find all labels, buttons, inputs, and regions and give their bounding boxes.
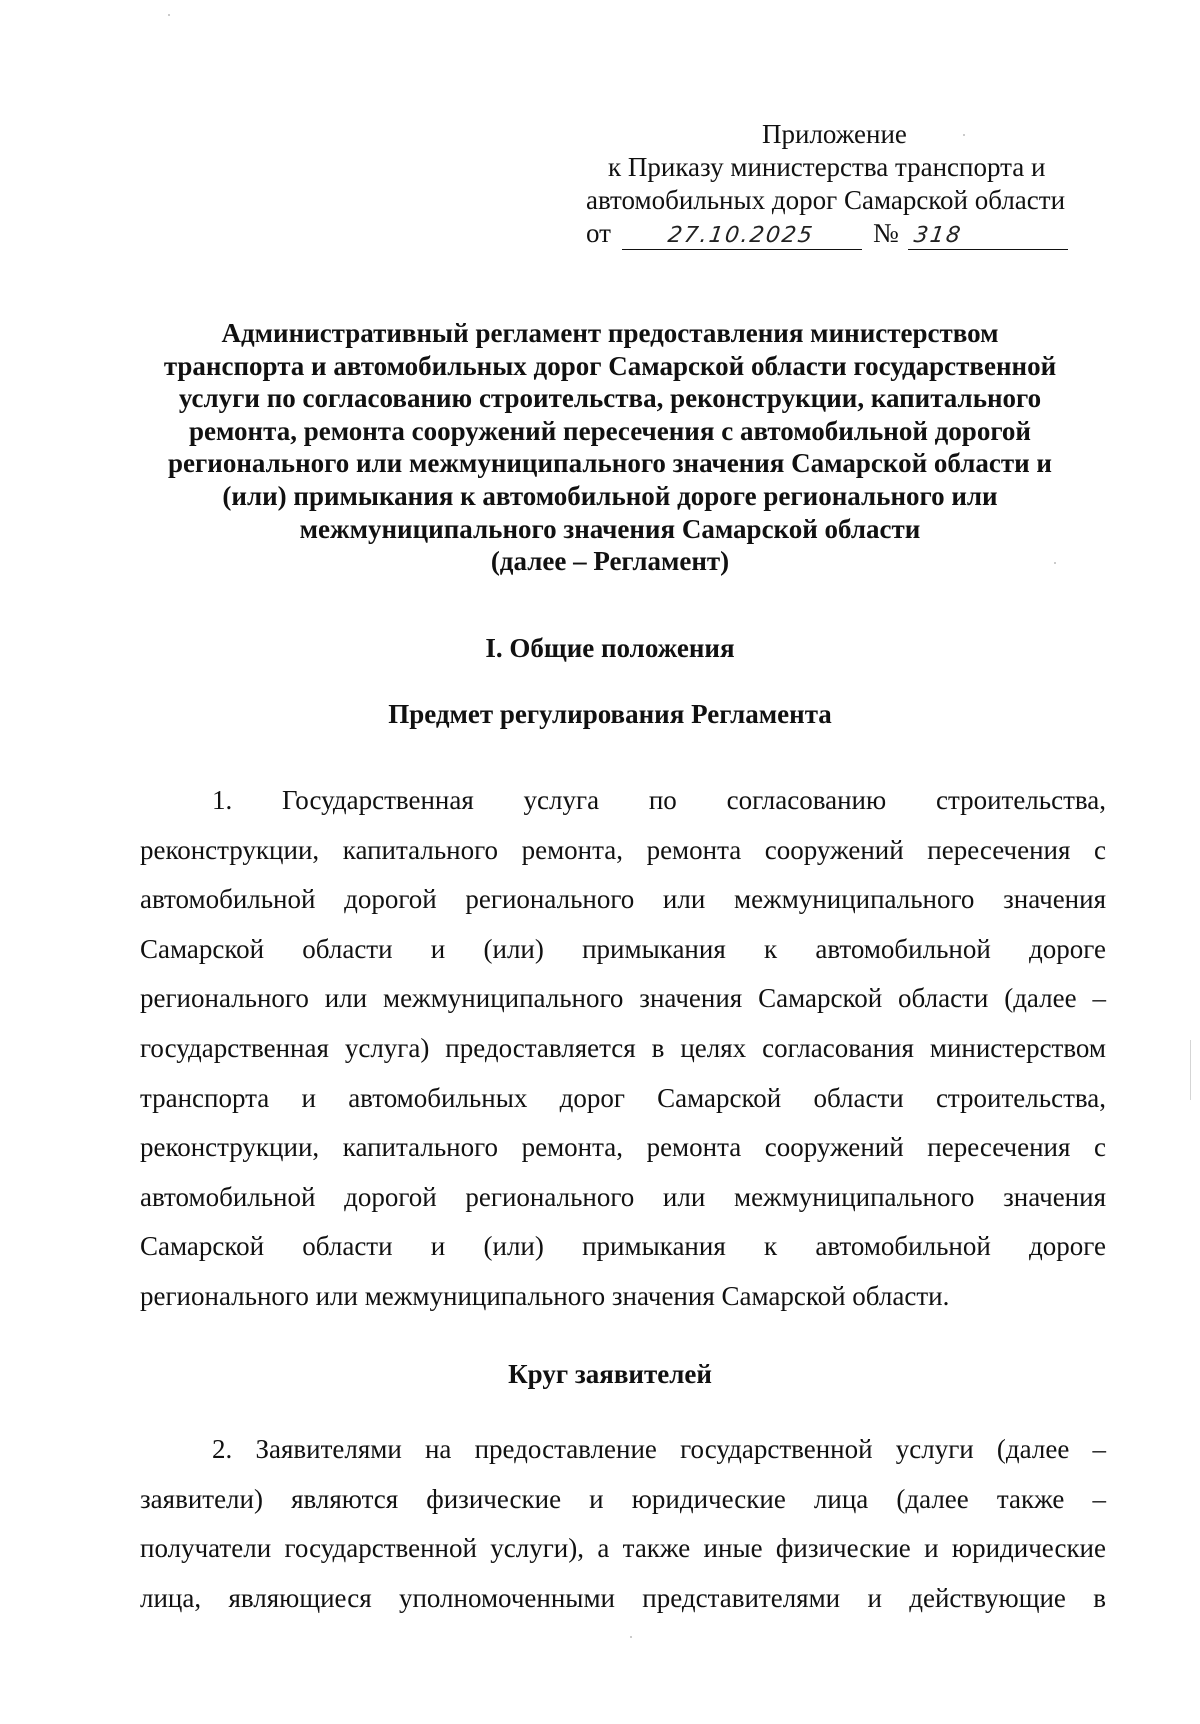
- title-line: ремонта, ремонта сооружений пересечения с автомобильной дорогой: [189, 415, 1031, 446]
- scan-edge-mark: [1190, 1040, 1191, 1100]
- appendix-block: [586, 118, 1106, 250]
- paragraph-line: Самарской области и (или) примыкания к автомобильной дороге: [140, 933, 1106, 964]
- applicants-heading: Круг заявителей: [508, 1359, 712, 1389]
- number-label: №: [873, 218, 899, 248]
- date-blank: [622, 221, 862, 250]
- handwritten-number: 318: [912, 223, 964, 248]
- scan-speck: [1054, 562, 1056, 564]
- paragraph-line: лица, являющиеся уполномоченными представителями и действующие в: [140, 1582, 1106, 1613]
- paragraph-line: автомобильной дорогой регионального или межмуниципального значения: [140, 884, 1106, 915]
- paragraph-line: регионального или межмуниципального значения Самарской области (далее –: [140, 983, 1106, 1014]
- paragraph-1: [140, 776, 1106, 1322]
- scan-speck: [168, 14, 170, 16]
- paragraph-line: реконструкции, капитального ремонта, ремонта сооружений пересечения с: [140, 834, 1106, 865]
- number-blank: [908, 221, 1068, 250]
- scan-speck: [963, 134, 965, 136]
- scan-speck: [630, 1636, 632, 1638]
- paragraph-line: автомобильной дорогой регионального или межмуниципального значения: [140, 1181, 1106, 1212]
- appendix-line-2: автомобильных дорог Самарской области: [586, 185, 1066, 215]
- title-line: межмуниципального значения Самарской области: [299, 513, 921, 544]
- section-heading: I. Общие положения: [485, 633, 735, 663]
- title-line: услуги по согласованию строительства, реконструкции, капитального: [178, 383, 1042, 414]
- paragraph-line: 2. Заявителями на предоставление государственной услуги (далее –: [212, 1434, 1106, 1464]
- appendix-line-1: к Приказу министерства транспорта и: [608, 152, 1046, 182]
- paragraph-line: регионального или межмуниципального значения Самарской области.: [140, 1280, 950, 1311]
- title-line: Административный регламент предоставления министерством: [221, 318, 999, 348]
- paragraph-line: Самарской области и (или) примыкания к автомобильной дороге: [140, 1231, 1106, 1262]
- paragraph-line: получатели государственной услуги), а также иные физические и юридические: [140, 1533, 1106, 1564]
- appendix-date-line: [586, 217, 1106, 250]
- date-label: от: [586, 218, 611, 248]
- paragraph-line: транспорта и автомобильных дорог Самарской области строительства,: [140, 1082, 1106, 1113]
- title-line: регионального или межмуниципального значения Самарской области и: [168, 448, 1052, 479]
- handwritten-date: 27.10.2025: [666, 223, 816, 248]
- appendix-title: Приложение: [762, 119, 907, 149]
- paragraph-2: [140, 1425, 1106, 1623]
- document-title: [140, 317, 1080, 578]
- title-line: (или) примыкания к автомобильной дороге регионального или: [222, 480, 998, 511]
- paragraph-line: реконструкции, капитального ремонта, ремонта сооружений пересечения с: [140, 1132, 1106, 1163]
- paragraph-line: заявители) являются физические и юридические лица (далее также –: [140, 1483, 1106, 1514]
- title-line: транспорта и автомобильных дорог Самарской области государственной: [163, 350, 1057, 381]
- paragraph-line: государственная услуга) предоставляется в целях согласования министерством: [140, 1032, 1106, 1063]
- title-line: (далее – Регламент): [490, 546, 730, 577]
- paragraph-line: 1. Государственная услуга по согласованию строительства,: [212, 785, 1106, 815]
- subject-heading: Предмет регулирования Регламента: [388, 699, 832, 729]
